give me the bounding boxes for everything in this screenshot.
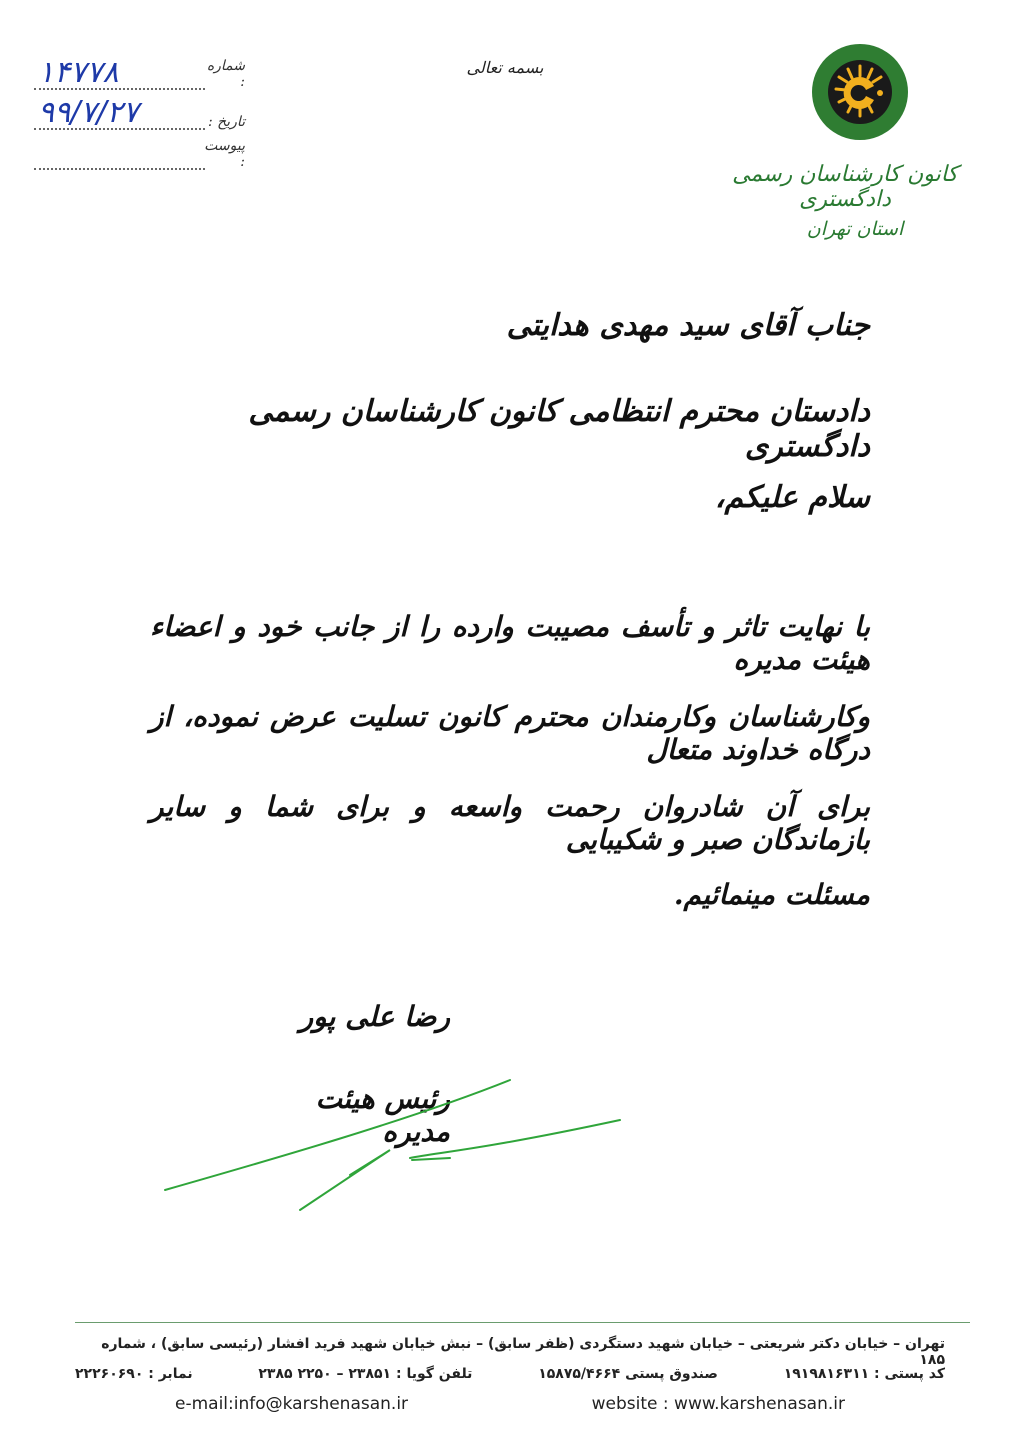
reference-date-line xyxy=(34,94,205,130)
reference-date-row xyxy=(30,90,245,130)
signer-title: رئیس هیئت مدیره xyxy=(315,1082,450,1148)
footer-phone: تلفن گویا : ۲۳۸۵۱ – ۲۲۵۰ ۲۳۸۵ xyxy=(258,1366,473,1382)
footer-po-box: صندوق پستی ۱۵۸۷۵/۴۶۶۴ xyxy=(538,1366,718,1382)
footer-email[interactable]: e-mail:info@karshenasan.ir xyxy=(175,1394,409,1414)
reference-number-value: ۱۴۷۷۸ xyxy=(38,55,119,90)
bismillah-heading: بسمه تعالی xyxy=(466,58,544,77)
reference-number-line xyxy=(34,54,205,90)
reference-date-value: ۹۹/۷/۲۷ xyxy=(38,95,139,130)
reference-attachment-row xyxy=(30,130,245,170)
footer-contacts xyxy=(75,1366,945,1382)
handwritten-signature xyxy=(150,1060,630,1220)
reference-fields xyxy=(30,50,245,170)
organization-province: استان تهران xyxy=(806,218,904,240)
body-line-2: وکارشناسان وکارمندان محترم کانون تسلیت عرض نموده، از درگاه خداوند متعال xyxy=(150,700,870,766)
reference-number-row xyxy=(30,50,245,90)
footer-fax: نمابر : ۲۲۲۶۰۶۹۰ xyxy=(75,1366,193,1382)
reference-number-label: شماره : xyxy=(206,58,245,90)
body-line-1: با نهایت تاثر و تأسف مصیبت وارده را از جانب خود و اعضاء هیئت مدیره xyxy=(150,610,870,676)
footer-address: تهران – خیابان دکتر شریعتی – خیابان شهید دستگردی (ظفر سابق) – نبش خیابان شهید فرید افشار (رئیسی سابق) ، شماره ۱۸۵ xyxy=(101,1336,945,1368)
reference-attachment-label: پیوست : xyxy=(204,138,245,170)
body-line-3: برای آن شادروان رحمت واسعه و برای شما و سایر بازماندگان صبر و شکیبایی xyxy=(150,790,870,856)
footer-website[interactable]: website : www.karshenasan.ir xyxy=(591,1394,845,1414)
recipient-title: دادستان محترم انتظامی کانون کارشناسان رسمی دادگستری xyxy=(248,394,870,464)
footer-divider xyxy=(75,1322,970,1323)
reference-date-label: تاریخ : xyxy=(207,114,245,130)
body-line-4: مسئلت مینمائیم. xyxy=(673,878,870,911)
organization-name: کانون کارشناسان رسمی دادگستری xyxy=(732,162,958,212)
footer-web xyxy=(75,1394,945,1414)
recipient-name: جناب آقای سید مهدی هدایتی xyxy=(506,308,870,343)
organization-logo xyxy=(810,42,910,142)
footer-postal-code: کد پستی : ۱۹۱۹۸۱۶۳۱۱ xyxy=(783,1366,945,1382)
reference-attachment-line xyxy=(34,134,205,170)
greeting: سلام علیکم، xyxy=(714,480,870,515)
signer-name: رضا علی پور xyxy=(299,1000,450,1033)
